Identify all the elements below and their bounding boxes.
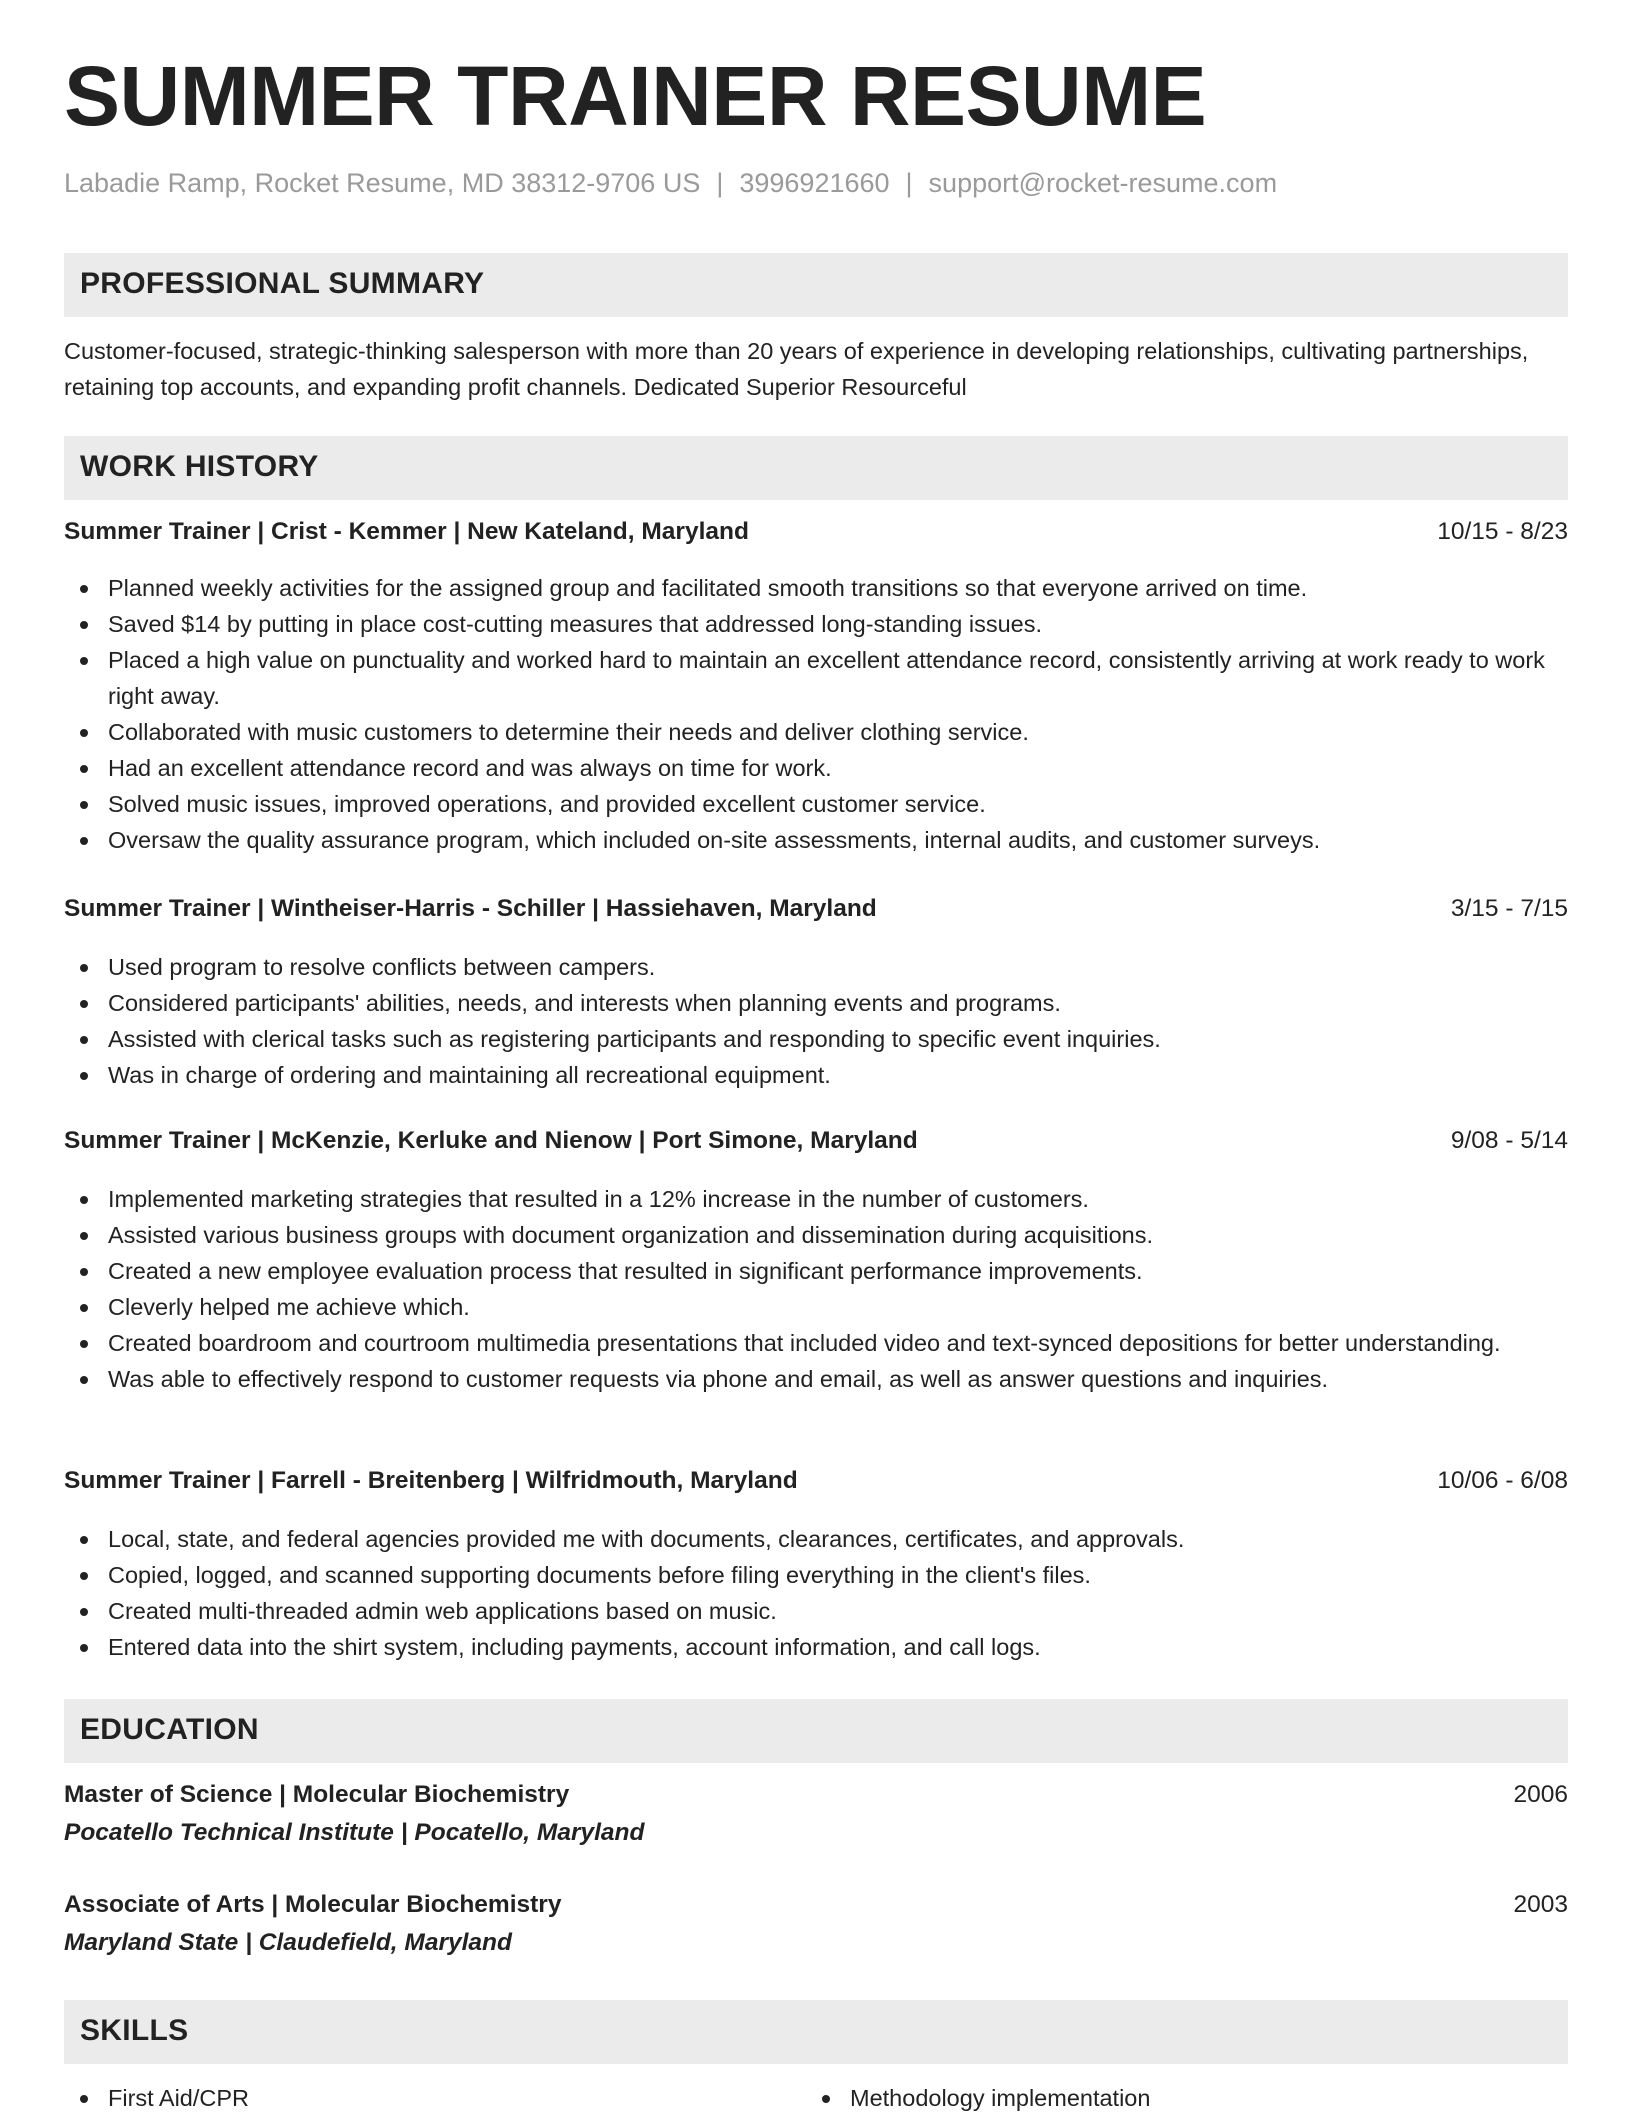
list-item: Considered participants' abilities, needs, and interests when planning events and programs. <box>64 985 1568 1021</box>
job-title: Summer Trainer | Farrell - Breitenberg | Wilfridmouth, Maryland <box>64 1467 798 1494</box>
skills-list-right <box>806 2080 1506 2116</box>
skills-list-left <box>64 2080 764 2116</box>
list-item: Planned weekly activities for the assigned group and facilitated smooth transitions so that everyone arrived on time. <box>64 570 1568 606</box>
skill-item: Methodology implementation <box>806 2080 1506 2116</box>
list-item: Created boardroom and courtroom multimedia presentations that included video and text-synced depositions for better understanding. <box>64 1325 1568 1361</box>
school-name: Pocatello Technical Institute | Pocatello, Maryland <box>64 1819 645 1846</box>
contact-email: support@rocket-resume.com <box>928 168 1278 198</box>
job-dates: 3/15 - 7/15 <box>1450 895 1568 922</box>
list-item: Was in charge of ordering and maintaining all recreational equipment. <box>64 1057 1568 1093</box>
list-item: Saved $14 by putting in place cost-cutting measures that addressed long-standing issues. <box>64 606 1568 642</box>
resume-title: SUMMER TRAINER RESUME <box>64 49 1207 143</box>
job-dates: 10/15 - 8/23 <box>1437 518 1568 545</box>
list-item: Was able to effectively respond to customer requests via phone and email, as well as answer questions and inquiries. <box>64 1361 1568 1397</box>
degree: Master of Science | Molecular Biochemistry <box>64 1781 570 1808</box>
list-item: Local, state, and federal agencies provided me with documents, clearances, certificates, and approvals. <box>64 1521 1568 1557</box>
list-item: Copied, logged, and scanned supporting documents before filing everything in the client's files. <box>64 1557 1568 1593</box>
job-title: Summer Trainer | McKenzie, Kerluke and Nienow | Port Simone, Maryland <box>64 1127 918 1154</box>
job-title: Summer Trainer | Crist - Kemmer | New Kateland, Maryland <box>64 518 749 545</box>
summary-text: Customer-focused, strategic-thinking salesperson with more than 20 years of experience in developing relationships, cultivating partnerships, retaining top accounts, and expanding profit channels. Dedicated Superior Resourceful <box>64 338 1529 400</box>
section-header-education <box>64 1699 1568 1763</box>
list-item: Had an excellent attendance record and was always on time for work. <box>64 750 1568 786</box>
job-title: Summer Trainer | Wintheiser-Harris - Schiller | Hassiehaven, Maryland <box>64 895 877 922</box>
list-item: Assisted with clerical tasks such as registering participants and responding to specific event inquiries. <box>64 1021 1568 1057</box>
job-bullets <box>64 1181 1568 1397</box>
list-item: Implemented marketing strategies that resulted in a 12% increase in the number of customers. <box>64 1181 1568 1217</box>
degree: Associate of Arts | Molecular Biochemistry <box>64 1891 562 1918</box>
contact-phone: 3996921660 <box>739 168 890 198</box>
list-item: Cleverly helped me achieve which. <box>64 1289 1568 1325</box>
section-title: WORK HISTORY <box>80 450 319 483</box>
contact-separator: | <box>716 168 724 198</box>
list-item: Created multi-threaded admin web applications based on music. <box>64 1593 1568 1629</box>
job-header <box>64 1127 1568 1163</box>
list-item: Solved music issues, improved operations, and provided excellent customer service. <box>64 786 1568 822</box>
section-header-work-history <box>64 436 1568 500</box>
job-dates: 10/06 - 6/08 <box>1437 1467 1568 1494</box>
education-header <box>64 1781 1568 1817</box>
graduation-year: 2006 <box>1513 1781 1568 1808</box>
list-item: Used program to resolve conflicts between campers. <box>64 949 1568 985</box>
list-item: Assisted various business groups with document organization and dissemination during acquisitions. <box>64 1217 1568 1253</box>
job-bullets <box>64 949 1568 1093</box>
list-item: Collaborated with music customers to determine their needs and deliver clothing service. <box>64 714 1568 750</box>
section-header-summary <box>64 253 1568 317</box>
job-bullets <box>64 1521 1568 1665</box>
section-title: SKILLS <box>80 2014 189 2047</box>
skill-item: First Aid/CPR <box>64 2080 764 2116</box>
contact-separator: | <box>905 168 913 198</box>
job-header <box>64 518 1568 554</box>
section-header-skills <box>64 2000 1568 2064</box>
list-item: Created a new employee evaluation process that resulted in significant performance improvements. <box>64 1253 1568 1289</box>
contact-line <box>64 168 1277 199</box>
job-header <box>64 1467 1568 1503</box>
section-title: EDUCATION <box>80 1713 259 1746</box>
list-item: Entered data into the shirt system, including payments, account information, and call logs. <box>64 1629 1568 1665</box>
school-name: Maryland State | Claudefield, Maryland <box>64 1929 512 1956</box>
job-header <box>64 895 1568 931</box>
list-item: Oversaw the quality assurance program, which included on-site assessments, internal audits, and customer surveys. <box>64 822 1568 858</box>
education-header <box>64 1891 1568 1927</box>
job-dates: 9/08 - 5/14 <box>1450 1127 1568 1154</box>
graduation-year: 2003 <box>1513 1891 1568 1918</box>
contact-address: Labadie Ramp, Rocket Resume, MD 38312-9706 US <box>64 168 701 198</box>
list-item: Placed a high value on punctuality and worked hard to maintain an excellent attendance record, consistently arriving at work ready to work right away. <box>64 642 1568 714</box>
job-bullets <box>64 570 1568 858</box>
section-title: PROFESSIONAL SUMMARY <box>80 267 485 300</box>
